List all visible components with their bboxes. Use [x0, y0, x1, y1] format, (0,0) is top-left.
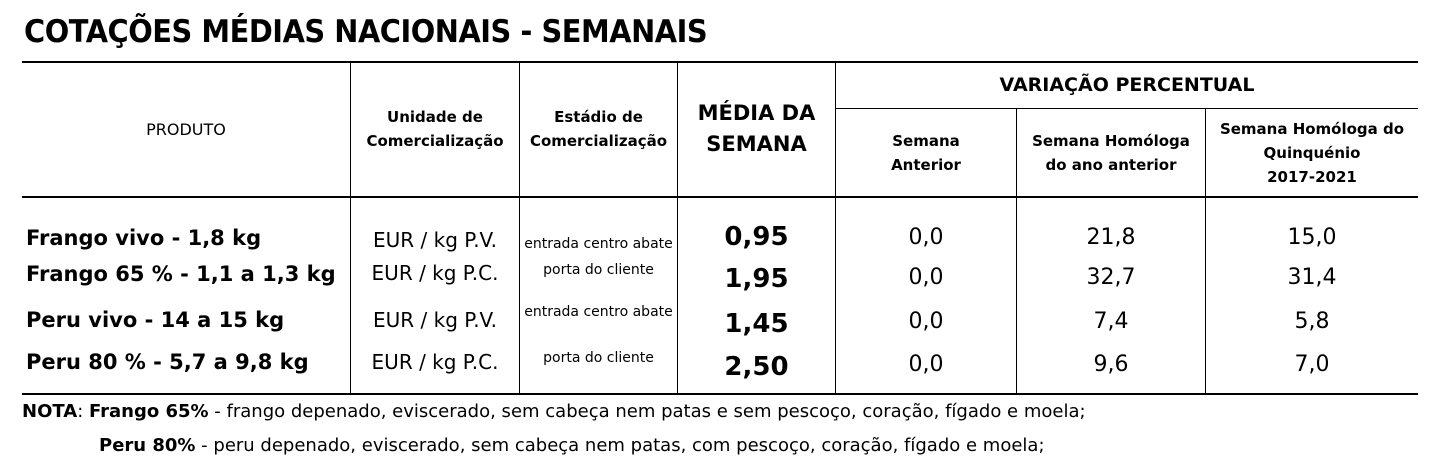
header-semana-anterior-line1: Semana — [892, 131, 960, 150]
header-produto-label: PRODUTO — [146, 119, 226, 139]
header-semana-anterior-line2: Anterior — [891, 155, 961, 174]
row-produto: Peru vivo - 14 a 15 kg — [26, 308, 285, 332]
row-estadio: entrada centro abate — [524, 304, 673, 320]
row-semana-anterior: 0,0 — [908, 224, 944, 250]
row-produto: Frango vivo - 1,8 kg — [26, 226, 262, 250]
note-colon: : — [77, 401, 89, 422]
table-bottom-rule — [22, 393, 1418, 395]
row-unidade: EUR / kg P.V. — [372, 228, 498, 252]
row-semana-anterior: 0,0 — [908, 351, 944, 377]
row-quinquenio: 15,0 — [1287, 224, 1337, 250]
row-unidade: EUR / kg P.C. — [371, 350, 499, 374]
header-media-line1: MÉDIA DA — [697, 101, 816, 125]
header-variacao-label: VARIAÇÃO PERCENTUAL — [999, 74, 1255, 96]
header-variacao — [836, 62, 1418, 108]
header-quinquenio-line2: Quinquénio — [1263, 143, 1361, 162]
header-estadio — [520, 62, 677, 196]
row-quinquenio: 7,0 — [1294, 351, 1330, 377]
header-quinquenio-line3: 2017-2021 — [1267, 167, 1357, 186]
header-quinquenio — [1206, 109, 1418, 196]
header-semana-homologa — [1017, 109, 1205, 196]
row-unidade: EUR / kg P.V. — [372, 308, 498, 332]
row-semana-anterior: 0,0 — [908, 308, 944, 334]
header-unidade — [351, 62, 519, 196]
header-unidade-line2: Comercialização — [366, 132, 504, 150]
row-quinquenio: 5,8 — [1294, 308, 1330, 334]
page-title: COTAÇÕES MÉDIAS NACIONAIS - SEMANAIS — [24, 14, 708, 50]
header-media-line2: SEMANA — [706, 132, 807, 156]
row-media: 2,50 — [724, 352, 789, 382]
header-unidade-line1: Unidade de — [387, 108, 483, 126]
note-line-2 — [99, 435, 1045, 456]
header-semana-homologa-line1: Semana Homóloga — [1032, 131, 1190, 150]
row-estadio: porta do cliente — [543, 262, 654, 278]
row-media: 1,45 — [724, 309, 789, 339]
row-semana-homologa: 7,4 — [1093, 308, 1129, 334]
header-estadio-line1: Estádio de — [554, 108, 643, 126]
header-bottom-rule — [22, 196, 1418, 198]
row-media: 1,95 — [724, 264, 789, 294]
header-media — [678, 62, 835, 196]
row-semana-anterior: 0,0 — [908, 264, 944, 290]
header-semana-anterior — [836, 109, 1016, 196]
row-estadio: entrada centro abate — [524, 236, 673, 252]
row-estadio: porta do cliente — [543, 350, 654, 366]
row-semana-homologa: 21,8 — [1086, 224, 1136, 250]
header-quinquenio-line1: Semana Homóloga do — [1219, 119, 1405, 138]
row-media: 0,95 — [724, 222, 789, 252]
note-line-1 — [22, 401, 1086, 422]
header-produto — [22, 62, 350, 196]
row-unidade: EUR / kg P.C. — [371, 261, 499, 285]
row-produto: Frango 65 % - 1,1 a 1,3 kg — [26, 262, 336, 286]
row-quinquenio: 31,4 — [1287, 264, 1337, 290]
row-produto: Peru 80 % - 5,7 a 9,8 kg — [26, 350, 309, 374]
row-semana-homologa: 32,7 — [1086, 264, 1136, 290]
note-frango-label: Frango 65% — [88, 401, 209, 422]
row-semana-homologa: 9,6 — [1093, 351, 1129, 377]
header-semana-homologa-line2: do ano anterior — [1045, 155, 1177, 174]
note-peru-text: - peru depenado, eviscerado, sem cabeça nem patas, com pescoço, coração, fígado e moela; — [195, 435, 1045, 456]
note-label: NOTA — [22, 401, 78, 422]
note-peru-label: Peru 80% — [99, 435, 196, 456]
note-frango-text: - frango depenado, eviscerado, sem cabeça nem patas e sem pescoço, coração, fígado e moela; — [208, 401, 1086, 422]
header-estadio-line2: Comercialização — [529, 132, 668, 150]
